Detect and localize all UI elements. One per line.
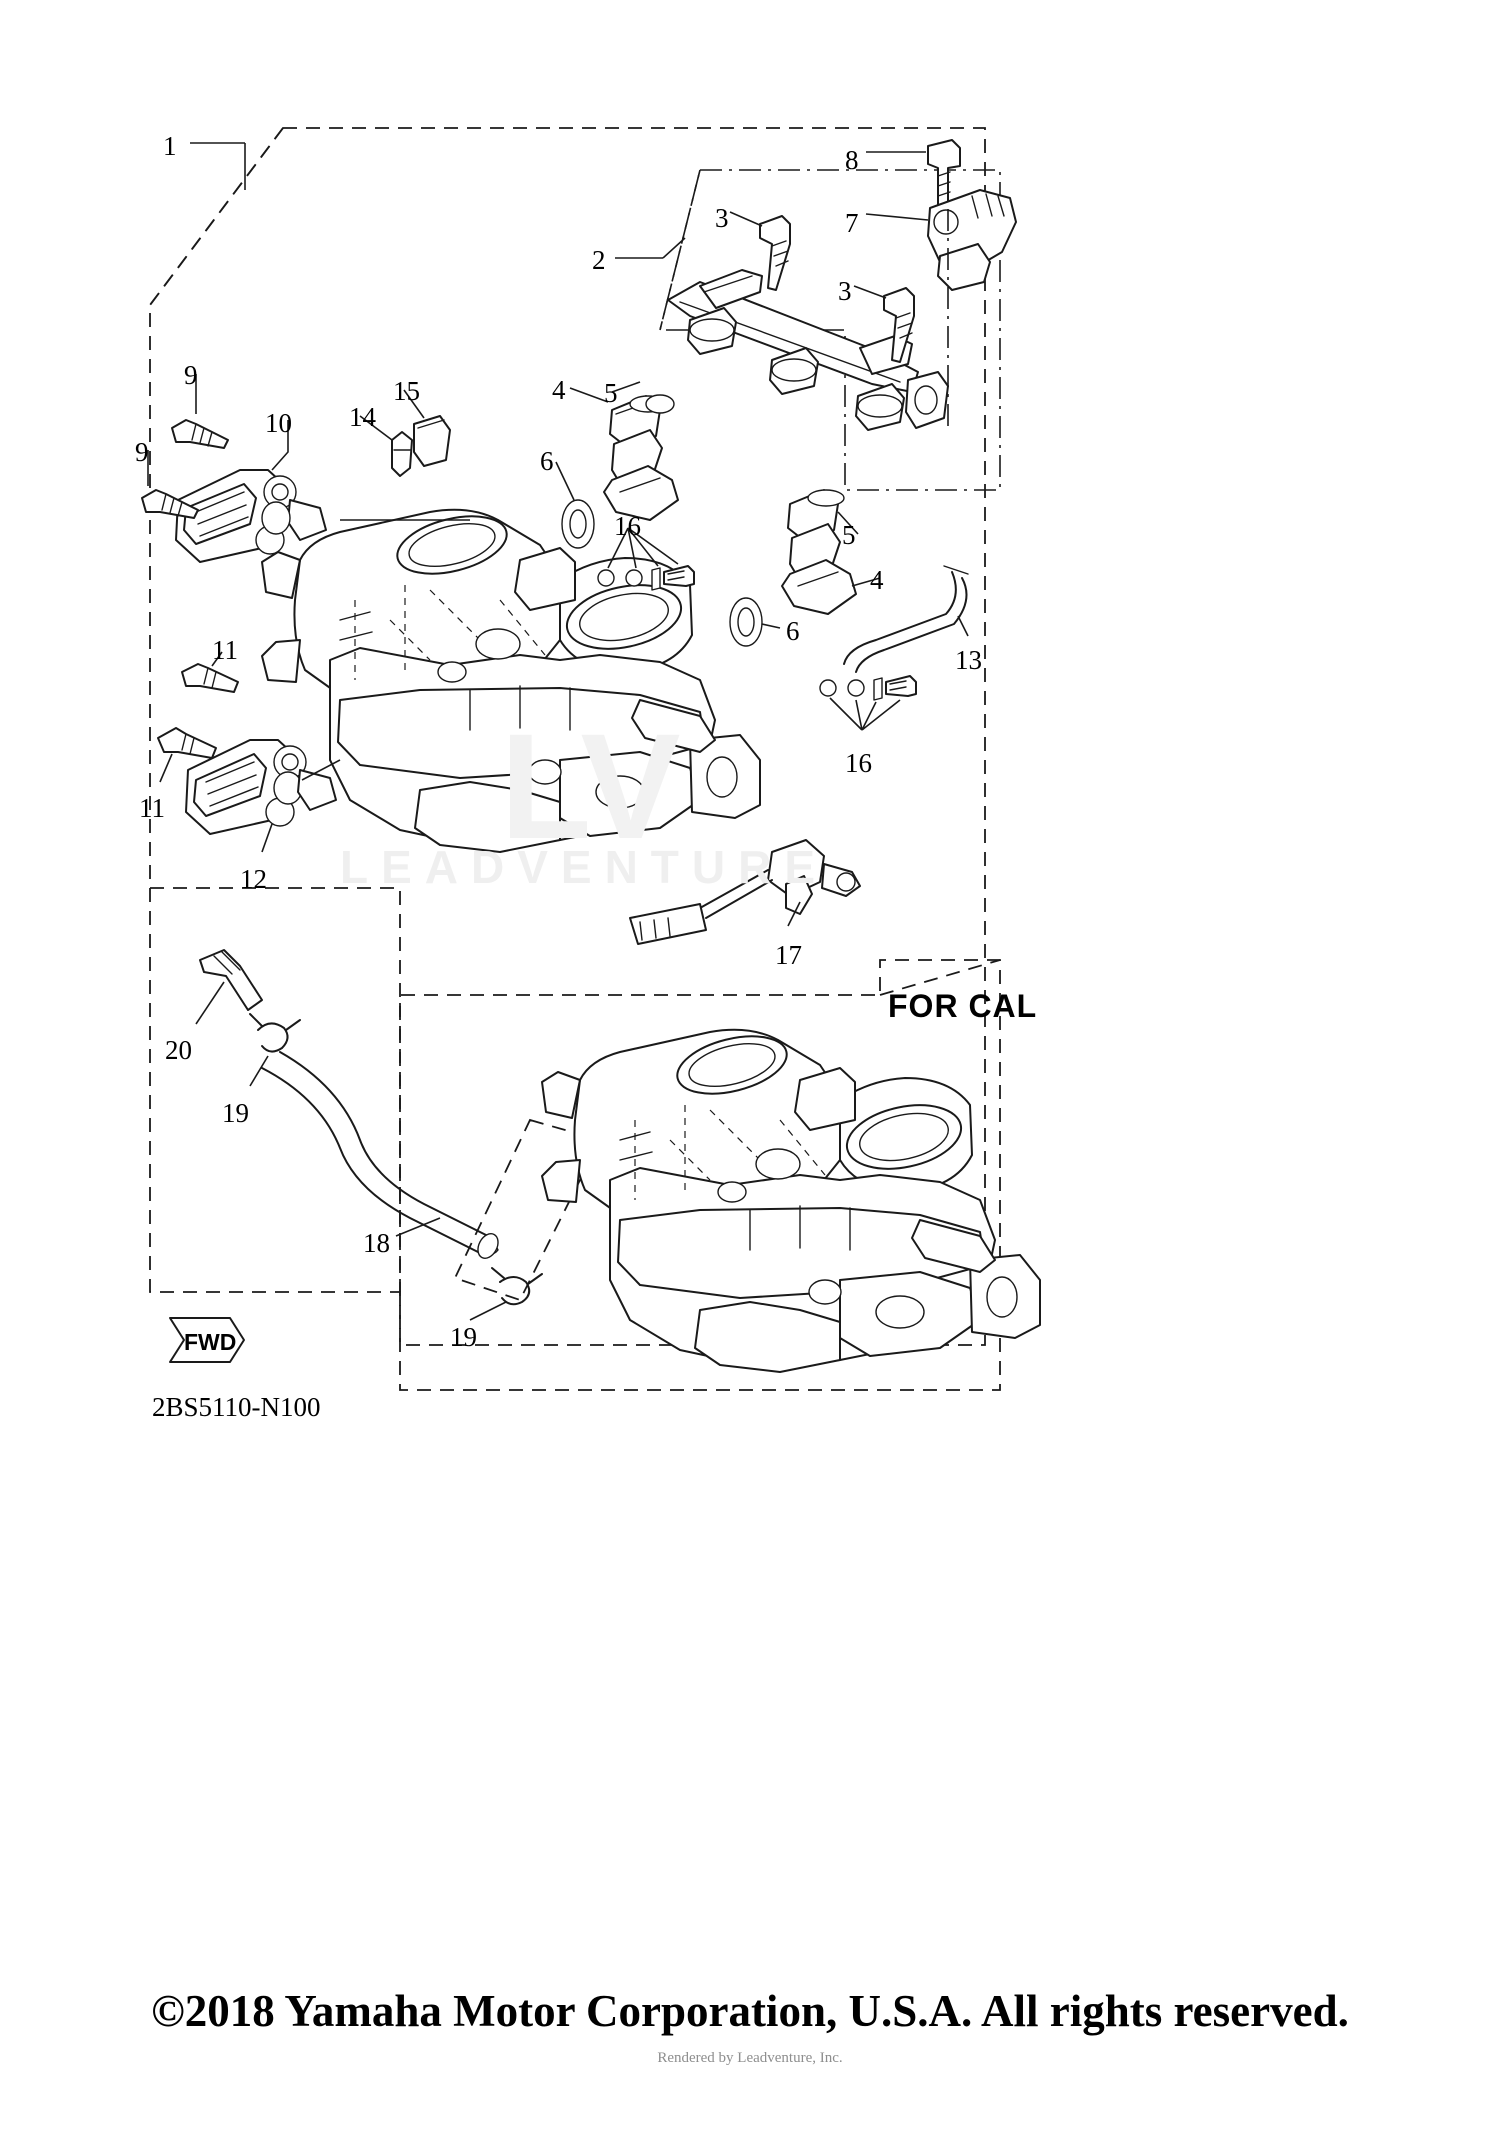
watermark-text: LEADVENTURE	[340, 841, 829, 893]
part-13-hose	[844, 566, 968, 672]
leader-13	[958, 616, 968, 636]
callout-number-5: 5	[842, 520, 856, 550]
part-6-oring-left	[562, 500, 594, 548]
callout-number-19: 19	[222, 1098, 249, 1128]
callout-number-1: 1	[163, 131, 177, 161]
callout-number-14: 14	[349, 402, 376, 432]
leader-3a	[730, 212, 762, 226]
callout-number-8: 8	[845, 145, 859, 175]
copyright-notice: ©2018 Yamaha Motor Corporation, U.S.A. All rights reserved.	[151, 1986, 1349, 2036]
leader-11b	[160, 754, 172, 782]
callout-number-4: 4	[552, 375, 566, 405]
leader-12	[262, 824, 272, 852]
callout-number-9: 9	[184, 360, 198, 390]
part-4-injector-right	[782, 490, 856, 614]
leader-3b	[854, 286, 886, 298]
part-10-sensor	[176, 470, 326, 562]
callout-number-15: 15	[393, 376, 420, 406]
watermark-logo: LV	[500, 702, 681, 870]
rendered-by-notice: Rendered by Leadventure, Inc.	[657, 2050, 843, 2066]
callout-number-16: 16	[845, 748, 872, 778]
part-6-oring-right	[730, 598, 762, 646]
callout-number-16: 16	[614, 511, 641, 541]
leader-16b	[830, 698, 900, 730]
part-16-hardware-lower	[820, 676, 916, 700]
callout-number-2: 2	[592, 245, 606, 275]
leader-19b	[470, 1302, 506, 1320]
leader-7	[866, 214, 928, 220]
part-19-clamp-upper	[250, 1014, 300, 1052]
callout-number-6: 6	[540, 446, 554, 476]
leader-18	[396, 1218, 440, 1236]
leader-2b	[663, 238, 685, 258]
leader-6a	[556, 462, 574, 500]
part-11-bolts	[158, 664, 238, 758]
for-cal-throttle-body	[542, 1026, 1040, 1372]
callout-number-19: 19	[450, 1322, 477, 1352]
callout-number-11: 11	[139, 793, 165, 823]
part-20-pipe	[200, 950, 262, 1010]
callout-number-3: 3	[715, 203, 729, 233]
callout-number-12: 12	[240, 864, 267, 894]
callout-number-6: 6	[786, 616, 800, 646]
callout-number-5: 5	[604, 378, 618, 408]
part-5-oring-left	[646, 395, 674, 413]
leader-19a	[250, 1056, 268, 1086]
fwd-label: FWD	[184, 1329, 237, 1355]
leader-20	[196, 982, 224, 1024]
callout-number-10: 10	[265, 408, 292, 438]
leader-4a	[570, 388, 608, 402]
part-14-15	[392, 416, 450, 476]
for-cal-label: FOR CAL	[888, 988, 1038, 1024]
drawing-number: 2BS5110-N100	[152, 1392, 321, 1422]
part-4-injector-left	[604, 396, 678, 520]
callout-number-4: 4	[870, 565, 884, 595]
callout-number-20: 20	[165, 1035, 192, 1065]
callout-number-11: 11	[212, 635, 238, 665]
callout-number-18: 18	[363, 1228, 390, 1258]
callout-number-3: 3	[838, 276, 852, 306]
part-7-map-sensor	[928, 190, 1016, 290]
callout-number-7: 7	[845, 208, 859, 238]
callout-number-17: 17	[775, 940, 802, 970]
callout-number-9: 9	[135, 437, 149, 467]
callout-number-13: 13	[955, 645, 982, 675]
leader-6b	[762, 624, 780, 628]
